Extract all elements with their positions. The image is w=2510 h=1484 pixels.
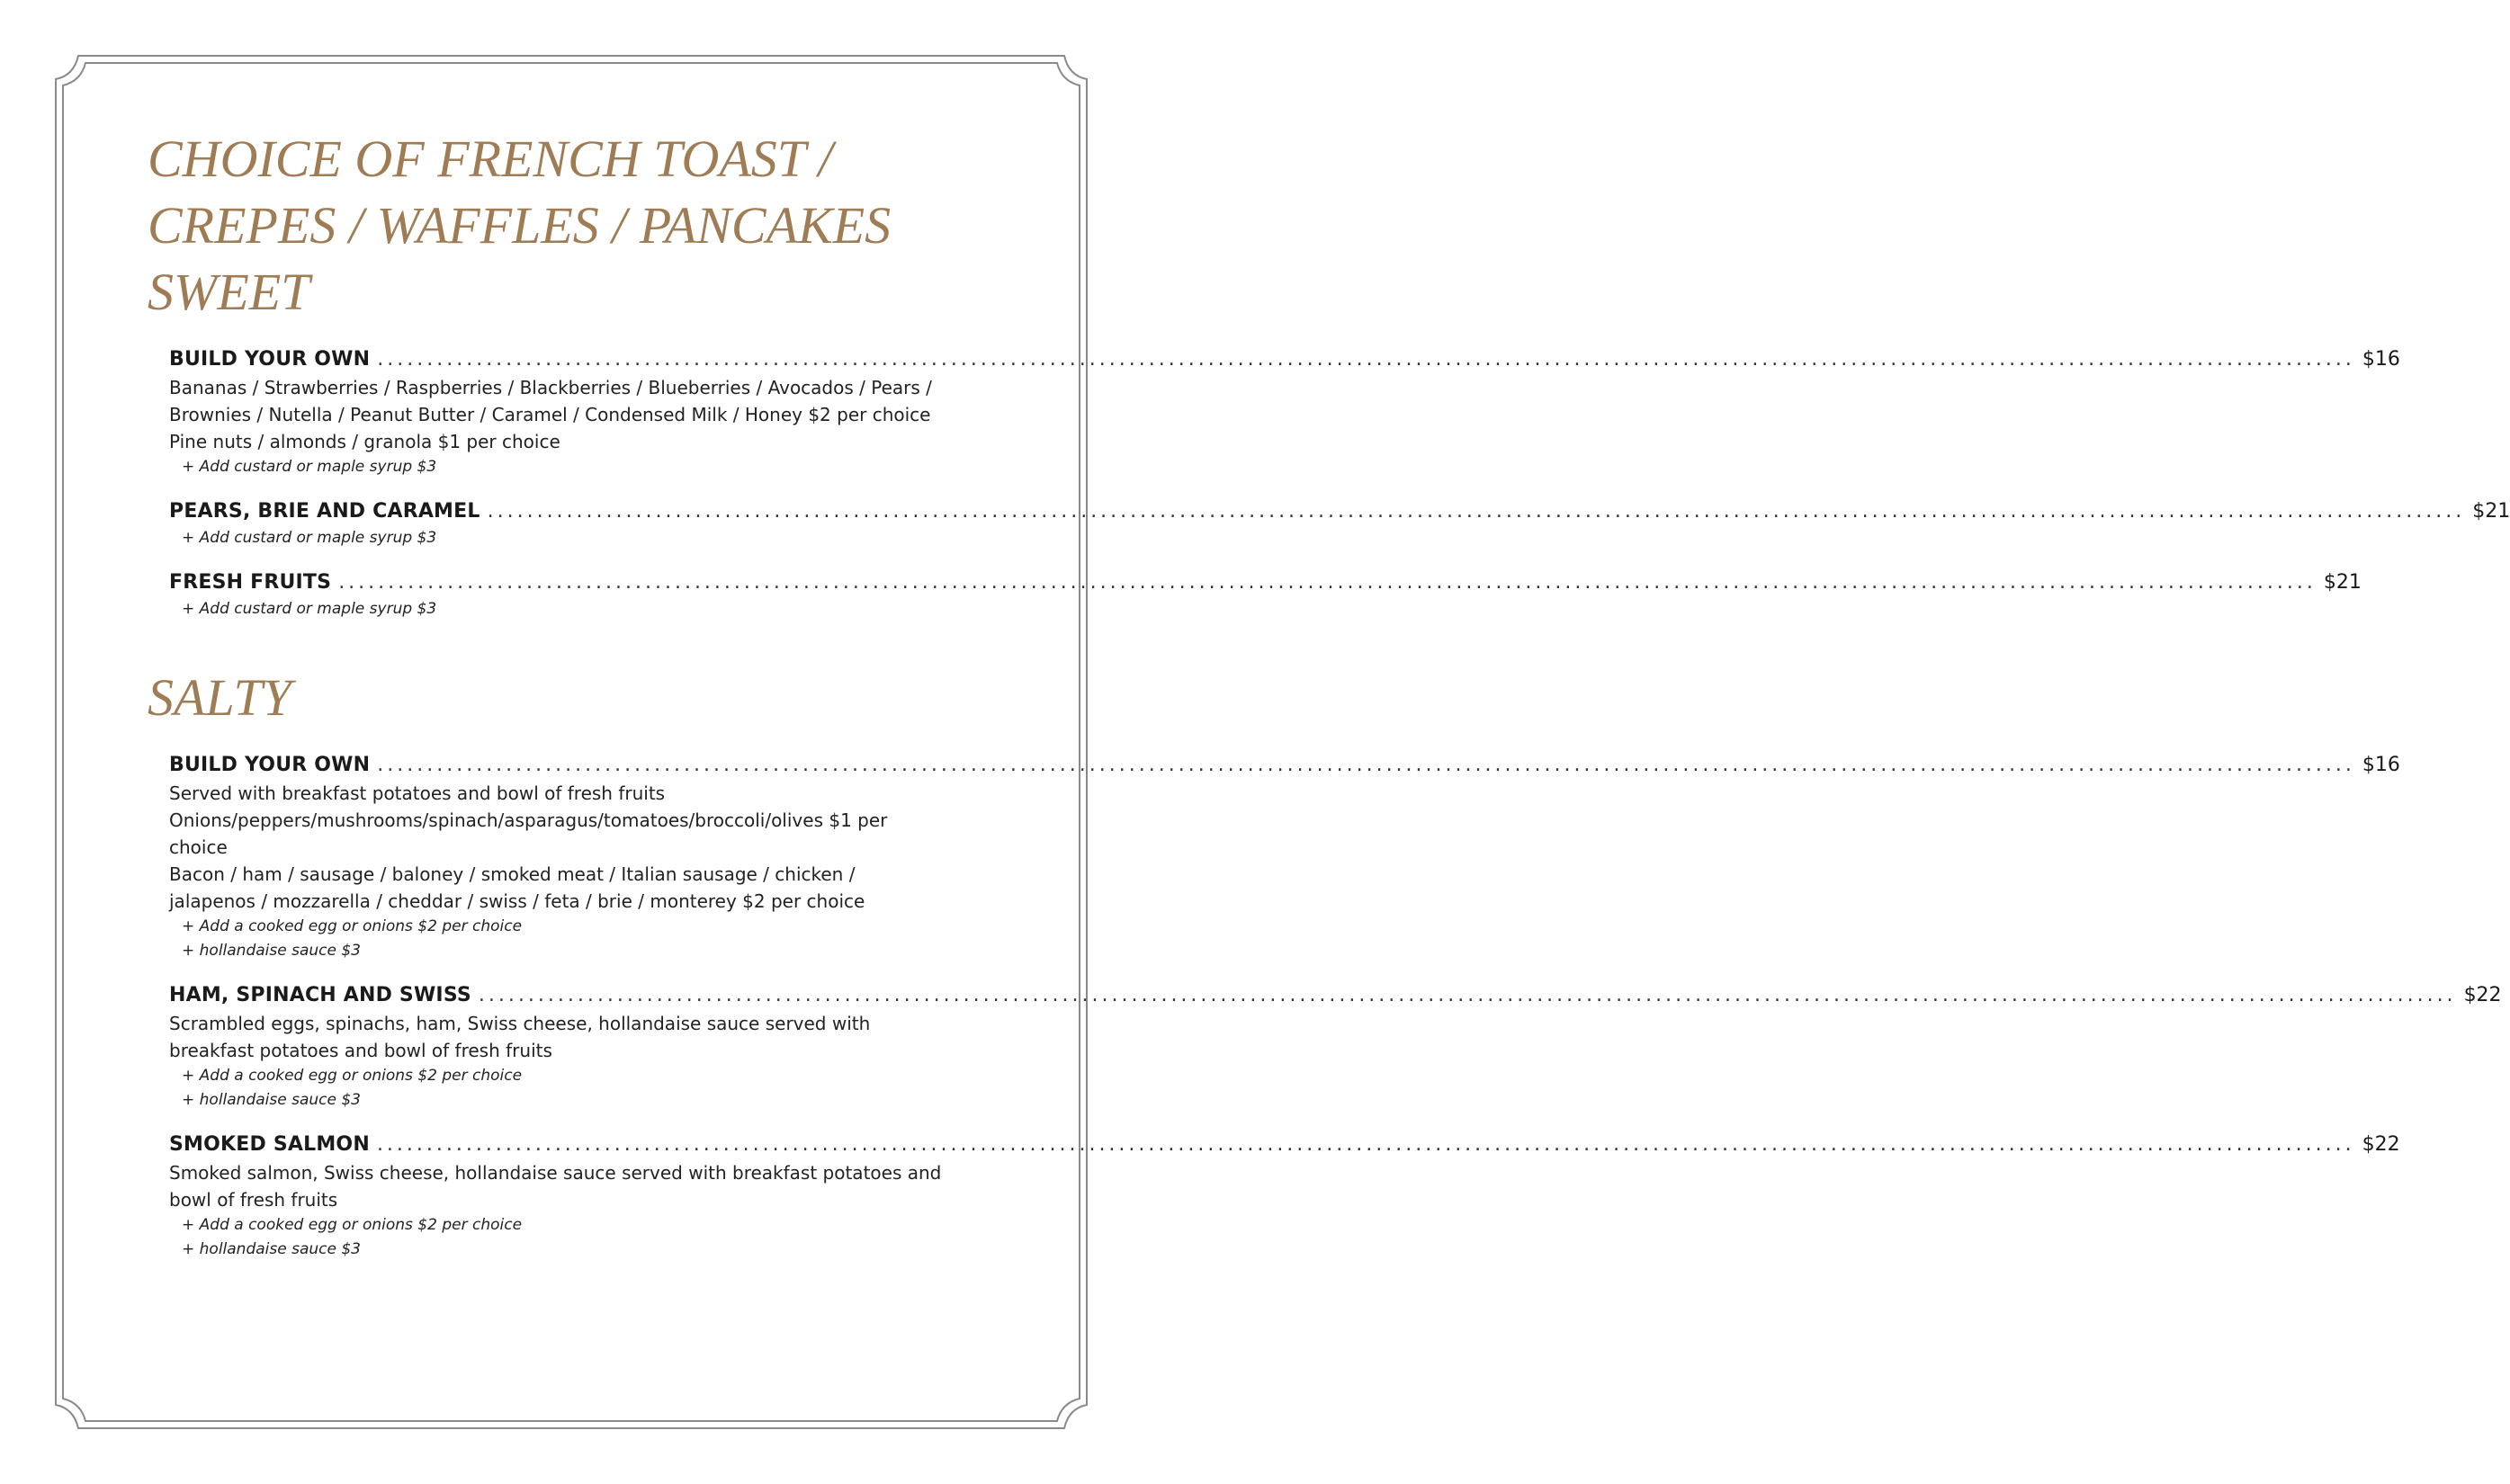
salty-items bbox=[169, 751, 2502, 1262]
menu-item-name: BUILD YOUR OWN bbox=[169, 348, 371, 371]
menu-item-header bbox=[169, 568, 2362, 597]
menu-item-description: Scrambled eggs, spinachs, ham, Swiss cheese, hollandaise sauce served with bbox=[169, 1013, 871, 1034]
dot-leader: ........................................................................................................................................................................................................ bbox=[338, 571, 2317, 594]
menu-item-header bbox=[169, 345, 2400, 374]
menu-item-header bbox=[169, 1131, 2400, 1159]
dot-leader: ........................................................................................................................................................................................................ bbox=[487, 500, 2466, 523]
menu-item-addon: + hollandaise sauce $3 bbox=[182, 942, 362, 960]
menu-item-description: Bananas / Strawberries / Raspberries / Blackberries / Blueberries / Avocados / Pears / bbox=[169, 377, 932, 398]
menu-item-name: FRESH FRUITS bbox=[169, 571, 332, 594]
menu-item-addon: + Add a cooked egg or onions $2 per choice bbox=[182, 917, 523, 935]
menu-item-description: Bacon / ham / sausage / baloney / smoked meat / Italian sausage / chicken / bbox=[169, 863, 856, 885]
menu-item bbox=[169, 751, 2400, 963]
menu-item-description: Smoked salmon, Swiss cheese, hollandaise sauce served with breakfast potatoes and bbox=[169, 1162, 942, 1184]
menu-item-addon: + Add custard or maple syrup $3 bbox=[182, 600, 437, 618]
sweet-section-title: SWEET bbox=[148, 263, 310, 321]
menu-item bbox=[169, 497, 2510, 550]
menu-item-name: SMOKED SALMON bbox=[169, 1133, 370, 1156]
menu-item-description: Brownies / Nutella / Peanut Butter / Caramel / Condensed Milk / Honey $2 per choice bbox=[169, 404, 931, 425]
menu-item-description: bowl of fresh fruits bbox=[169, 1189, 338, 1211]
menu-item bbox=[169, 345, 2400, 479]
menu-item-header bbox=[169, 497, 2510, 526]
menu-item-name: BUILD YOUR OWN bbox=[169, 754, 371, 776]
menu-item-name: HAM, SPINACH AND SWISS bbox=[169, 984, 471, 1006]
menu-item-addon: + Add custard or maple syrup $3 bbox=[182, 529, 437, 547]
menu-content bbox=[148, 126, 2510, 1280]
menu-item bbox=[169, 568, 2362, 621]
menu-item-header bbox=[169, 751, 2400, 780]
menu-title: CHOICE OF FRENCH TOAST / CREPES / WAFFLES / PANCAKES SWEET bbox=[148, 126, 1002, 326]
menu-item-price: $21 bbox=[2472, 500, 2510, 523]
menu-item-description: jalapenos / mozzarella / cheddar / swiss / feta / brie / monterey $2 per choice bbox=[169, 890, 865, 912]
menu-item-price: $22 bbox=[2463, 984, 2502, 1006]
dot-leader: ........................................................................................................................................................................................................ bbox=[478, 984, 2457, 1006]
menu-item-header bbox=[169, 981, 2502, 1010]
sweet-items bbox=[169, 345, 2510, 621]
menu-item-description: Onions/peppers/mushrooms/spinach/asparagus/tomatoes/broccoli/olives $1 per bbox=[169, 809, 888, 831]
menu-item bbox=[169, 1131, 2400, 1262]
dot-leader: ........................................................................................................................................................................................................ bbox=[376, 1133, 2355, 1156]
dot-leader: ........................................................................................................................................................................................................ bbox=[377, 754, 2355, 776]
menu-item-addon: + Add custard or maple syrup $3 bbox=[182, 458, 437, 476]
menu-item-addon: + Add a cooked egg or onions $2 per choice bbox=[182, 1067, 523, 1085]
menu-item-price: $16 bbox=[2362, 348, 2400, 371]
menu-item-price: $21 bbox=[2323, 571, 2362, 594]
menu-item-addon: + hollandaise sauce $3 bbox=[182, 1240, 362, 1258]
menu-item-description: breakfast potatoes and bowl of fresh fruits bbox=[169, 1040, 552, 1061]
menu-item-description: Pine nuts / almonds / granola $1 per choice bbox=[169, 431, 560, 452]
menu-item-price: $16 bbox=[2362, 754, 2400, 776]
menu-item-description: choice bbox=[169, 836, 228, 858]
menu-item-description: Served with breakfast potatoes and bowl of fresh fruits bbox=[169, 782, 666, 804]
salty-section-title: SALTY bbox=[148, 668, 292, 727]
menu-item-price: $22 bbox=[2362, 1133, 2400, 1156]
menu-item-name: PEARS, BRIE AND CARAMEL bbox=[169, 500, 480, 523]
menu-item bbox=[169, 981, 2502, 1113]
menu-item-addon: + hollandaise sauce $3 bbox=[182, 1091, 362, 1109]
dot-leader: ........................................................................................................................................................................................................ bbox=[377, 348, 2355, 371]
menu-item-addon: + Add a cooked egg or onions $2 per choice bbox=[182, 1216, 523, 1234]
